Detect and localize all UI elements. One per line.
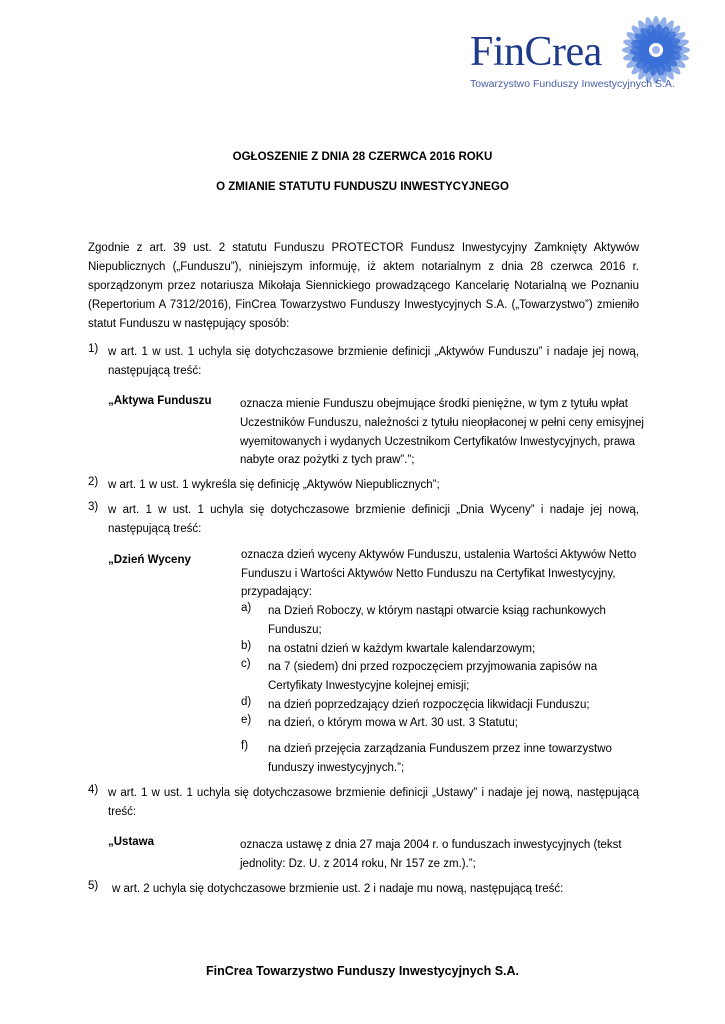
list-letter: c) bbox=[241, 658, 251, 670]
definition-text: oznacza dzień wyceny Aktywów Funduszu, ustalenia Wartości Aktywów Netto bbox=[241, 549, 637, 561]
list-item-text: na dzień, o którym mowa w Art. 30 ust. 3 Statutu; bbox=[268, 717, 518, 729]
definition-text: oznacza mienie Funduszu obejmujące środki pieniężne, w tym z tytułu wpłat bbox=[240, 398, 628, 410]
item-text: następującą treść: bbox=[108, 365, 202, 377]
list-item-text: na dzień przejęcia zarządzania Funduszem przez inne towarzystwo bbox=[268, 743, 612, 755]
definition-text: nabyte oraz pożytki z tych praw”.”; bbox=[240, 454, 415, 466]
item-text: w art. 2 uchyla się dotychczasowe brzmienie ust. 2 i nadaje mu nową, następującą treść: bbox=[112, 883, 564, 895]
list-letter: a) bbox=[241, 602, 252, 614]
list-letter: d) bbox=[241, 696, 252, 708]
document-subtitle: O ZMIANIE STATUTU FUNDUSZU INWESTYCYJNEGO bbox=[216, 181, 509, 193]
intro-line: statut Funduszu w następujący sposób: bbox=[88, 318, 290, 330]
list-item-text: na 7 (siedem) dni przed rozpoczęciem przyjmowania zapisów na bbox=[268, 661, 598, 673]
list-letter: b) bbox=[241, 640, 252, 652]
list-letter: f) bbox=[241, 740, 249, 752]
list-item-text: na ostatni dzień w każdym kwartale kalendarzowym; bbox=[268, 643, 536, 655]
flower-logo-icon bbox=[620, 14, 692, 86]
item-number: 3) bbox=[88, 501, 99, 513]
item-number: 4) bbox=[88, 784, 99, 796]
definition-term: „Ustawa bbox=[108, 836, 155, 848]
list-letter: e) bbox=[241, 714, 252, 726]
item-text: w art. 1 w ust. 1 uchyla się dotychczasowe brzmienie definicji „Dnia Wyceny” i nadaje jej nową, bbox=[108, 504, 639, 516]
list-item-text: funduszy inwestycyjnych.”; bbox=[268, 762, 405, 774]
item-number: 5) bbox=[88, 880, 99, 892]
definition-term: „Aktywa Funduszu bbox=[108, 395, 212, 407]
company-logo bbox=[470, 14, 710, 94]
intro-line: Zgodnie z art. 39 ust. 2 statutu Funduszu PROTECTOR Fundusz Inwestycyjny Zamknięty Aktywów bbox=[88, 242, 639, 254]
item-text: treść: bbox=[108, 806, 137, 818]
item-text: następującą treść: bbox=[108, 523, 202, 535]
list-item-text: Certyfikaty Inwestycyjne kolejnej emisji; bbox=[268, 680, 470, 692]
item-text: w art. 1 w ust. 1 uchyla się dotychczasowe brzmienie definicji „Aktywów Funduszu” i nadaje jej nową, bbox=[108, 346, 639, 358]
intro-line: (Repertorium A 7312/2016), FinCrea Towarzystwo Funduszy Inwestycyjnych S.A. („Towarzystwo”) zmieniło bbox=[88, 299, 639, 311]
definition-text: Uczestników Funduszu, należności z tytułu nieopłaconej w pełni ceny emisyjnej bbox=[240, 417, 644, 429]
definition-text: oznacza ustawę z dnia 27 maja 2004 r. o funduszach inwestycyjnych (tekst bbox=[240, 839, 622, 851]
document-title: OGŁOSZENIE Z DNIA 28 CZERWCA 2016 ROKU bbox=[232, 151, 493, 163]
item-text: w art. 1 w ust. 1 wykreśla się definicję „Aktywów Niepublicznych”; bbox=[108, 479, 440, 491]
item-number: 1) bbox=[88, 343, 99, 355]
logo-tagline: Towarzystwo Funduszy Inwestycyjnych S.A. bbox=[470, 78, 675, 90]
item-number: 2) bbox=[88, 476, 99, 488]
definition-text: jednolity: Dz. U. z 2014 roku, Nr 157 ze zm.).”; bbox=[240, 858, 476, 870]
definition-text: przypadający: bbox=[241, 586, 312, 598]
list-item-text: na Dzień Roboczy, w którym nastąpi otwarcie ksiąg rachunkowych bbox=[268, 605, 606, 617]
definition-term: „Dzień Wyceny bbox=[108, 554, 191, 566]
intro-line: sporządzonym przez notariusza Mikołaja Siennickiego prowadzącego Kancelarię Notarialną we Poznaniu bbox=[88, 280, 639, 292]
list-item-text: Funduszu; bbox=[268, 624, 322, 636]
definition-text: Funduszu i Wartości Aktywów Netto Funduszu na Certyfikat Inwestycyjny, bbox=[241, 568, 616, 580]
list-item-text: na dzień poprzedzający dzień rozpoczęcia likwidacji Funduszu; bbox=[268, 699, 590, 711]
definition-text: wyemitowanych i wydanych Uczestnikom Certyfikatów Inwestycyjnych, prawa bbox=[240, 436, 635, 448]
intro-line: Niepublicznych („Funduszu”), niniejszym informuję, iż aktem notarialnym z dnia 28 czerwca 2016 r. bbox=[88, 261, 639, 273]
page-footer: FinCrea Towarzystwo Funduszy Inwestycyjnych S.A. bbox=[205, 964, 520, 978]
item-text: w art. 1 w ust. 1 uchyla się dotychczasowe brzmienie definicji „Ustawy” i nadaje jej nową, następującą bbox=[108, 787, 639, 799]
logo-wordmark: FinCrea bbox=[470, 29, 602, 75]
